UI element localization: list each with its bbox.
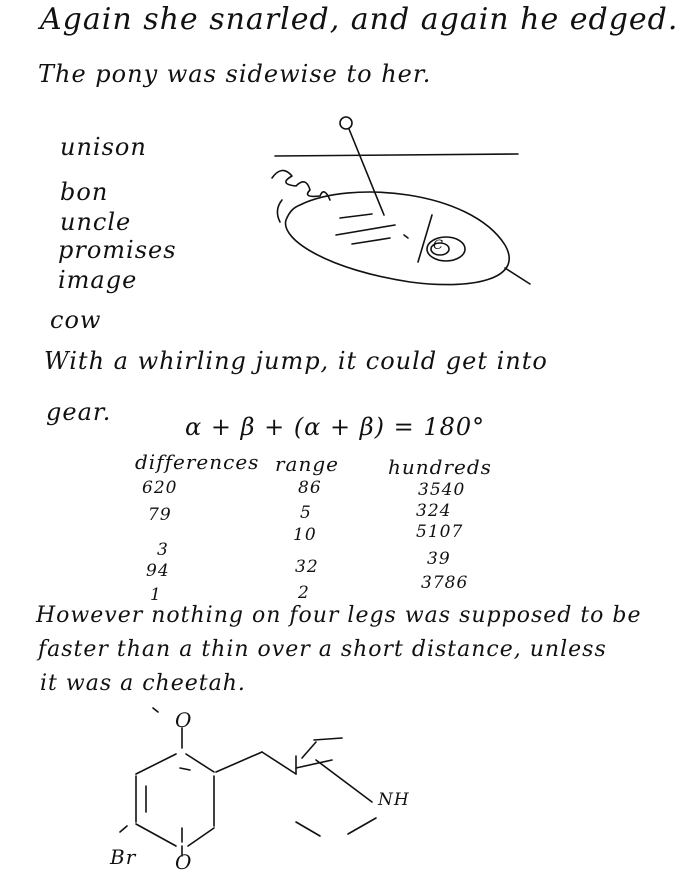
molecule-bond <box>296 822 320 836</box>
sketch-ellipse <box>286 192 510 285</box>
line-3: With a whirling jump, it could get into <box>44 347 548 375</box>
molecule-bond <box>296 760 332 768</box>
sketch-horizon-line <box>275 154 518 156</box>
sketch-mark <box>404 235 408 238</box>
table-cell: 3540 <box>418 480 466 500</box>
molecule-bond <box>348 818 376 834</box>
molecule-bond <box>216 752 262 772</box>
molecule-bromine: Br <box>110 845 137 869</box>
molecule-bond <box>120 826 127 832</box>
word-2: bon <box>60 178 109 206</box>
table-cell: 94 <box>146 561 170 581</box>
table-cell: 5107 <box>416 522 464 542</box>
sketch-mark <box>340 214 372 218</box>
sketch-label: C <box>433 238 444 253</box>
table-header-hundreds: hundreds <box>388 455 492 479</box>
molecule-bond <box>188 828 214 846</box>
table-cell: 5 <box>300 503 312 523</box>
sketch-ellipse-tail <box>505 268 530 284</box>
table-cell: 3 <box>157 540 169 560</box>
table-cell: 86 <box>298 478 322 498</box>
equation: α + β + (α + β) = 180° <box>185 413 486 441</box>
table-cell: 39 <box>427 549 451 569</box>
word-6: cow <box>50 306 102 334</box>
word-3: uncle <box>60 208 132 236</box>
table-cell: 3786 <box>421 573 469 593</box>
molecule-nh: NH <box>378 790 410 810</box>
word-4: promises <box>58 236 177 264</box>
sketch-mark <box>352 238 390 244</box>
sketch-scribble <box>272 170 330 200</box>
molecule-bond <box>262 752 296 774</box>
sketch-hook <box>277 200 282 222</box>
sketch-pin-circle <box>340 117 352 129</box>
table-cell: 32 <box>295 557 319 577</box>
table-cell: 2 <box>298 583 310 603</box>
molecule-bond <box>302 742 316 758</box>
molecule-bond <box>136 824 176 846</box>
molecule-bond <box>314 738 342 740</box>
word-1: unison <box>60 133 147 161</box>
table-cell: 620 <box>142 478 178 498</box>
table-cell: 324 <box>416 501 452 521</box>
word-5: image <box>58 266 138 294</box>
line-7: it was a cheetah. <box>40 671 246 696</box>
table-cell: 10 <box>293 525 317 545</box>
line-6: faster than a thin over a short distance, unless <box>38 637 607 662</box>
line-4: gear. <box>46 398 112 426</box>
sketch-pin-line <box>349 129 384 215</box>
line-2: The pony was sidewise to her. <box>38 60 432 88</box>
molecule-bond <box>316 760 372 802</box>
table-cell: 79 <box>148 505 172 525</box>
sketch-mark <box>336 225 395 235</box>
molecule-bond <box>180 768 190 770</box>
molecule-oxygen-top: O <box>175 708 193 732</box>
table-cell: 1 <box>150 585 162 605</box>
molecule-bond <box>153 708 158 712</box>
molecule-bond <box>136 754 176 774</box>
line-5: However nothing on four legs was supposed to be <box>36 603 642 628</box>
table-header-differences: differences <box>135 450 260 474</box>
table-header-range: range <box>275 452 340 476</box>
molecule-oxygen-bottom: O <box>175 850 193 874</box>
line-1: Again she snarled, and again he edged. <box>40 2 679 37</box>
